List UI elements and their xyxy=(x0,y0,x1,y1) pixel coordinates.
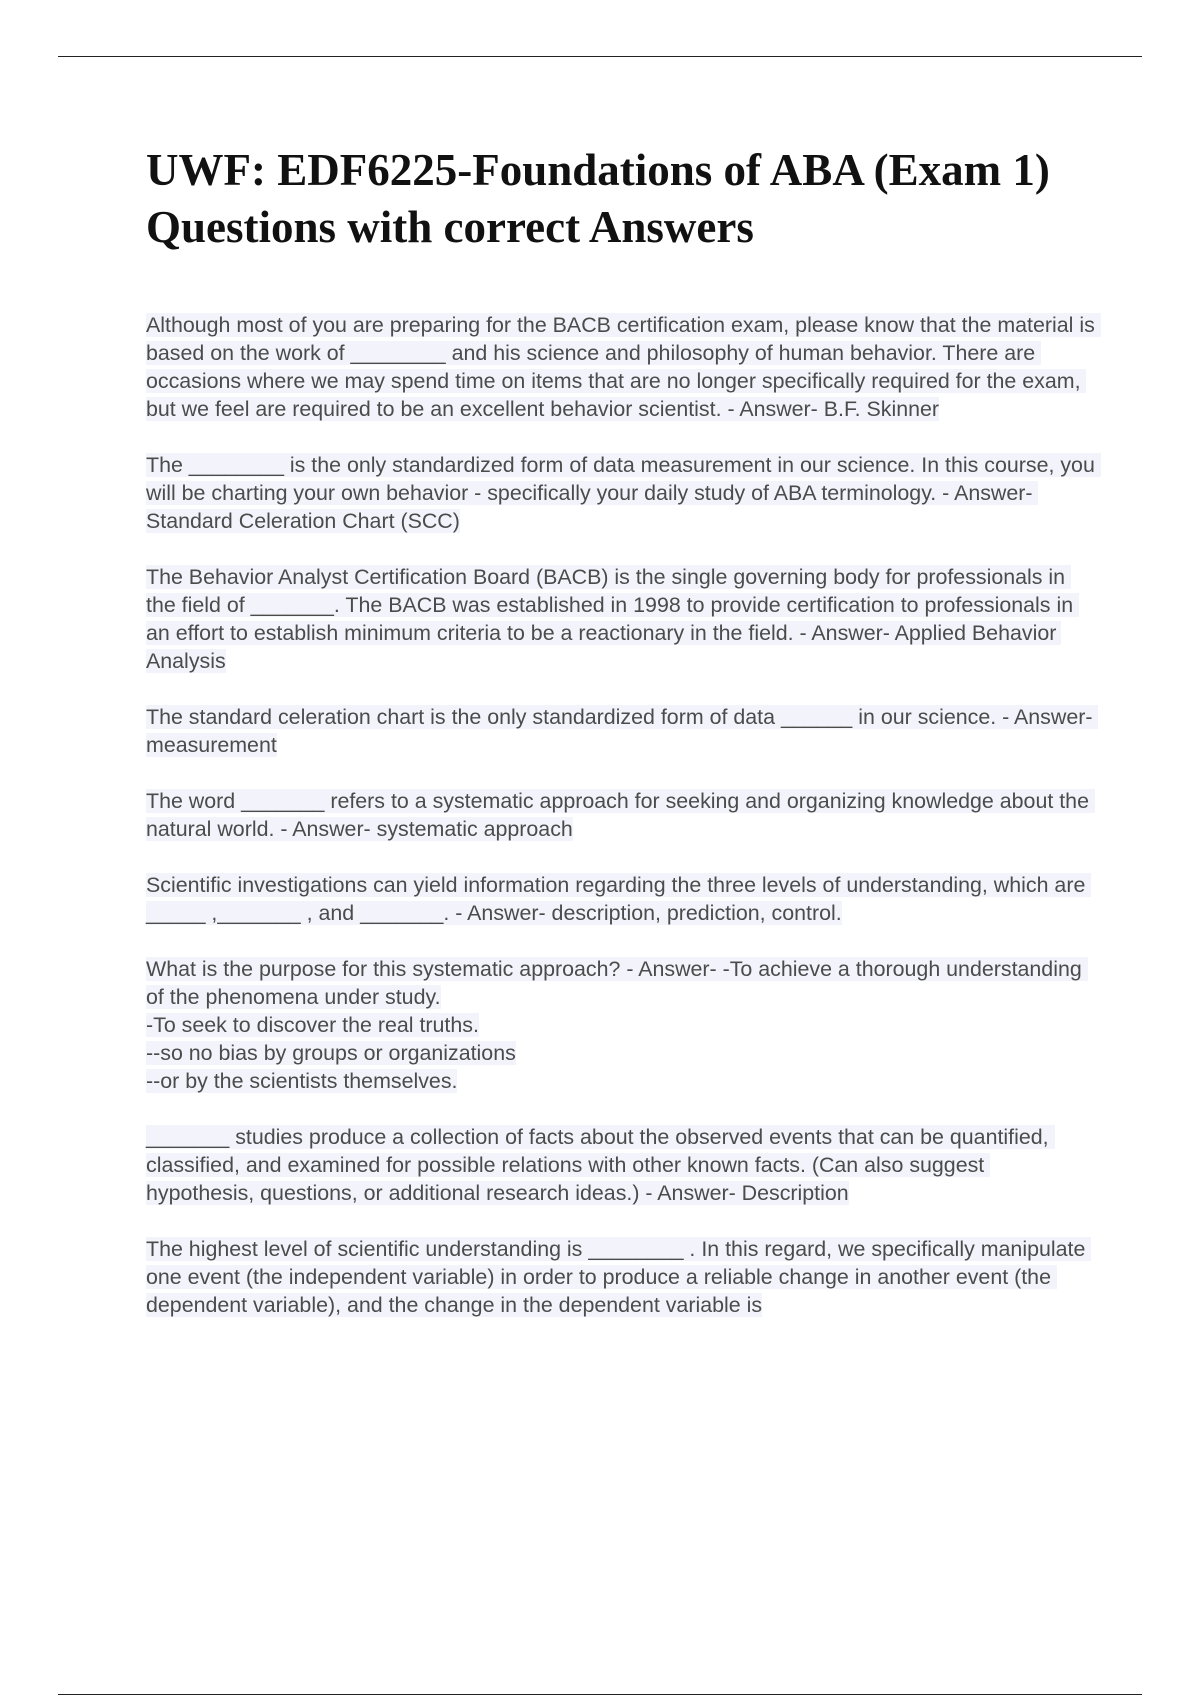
qa-item xyxy=(146,787,1096,843)
qa-list xyxy=(146,311,1101,1347)
qa-item xyxy=(146,311,1101,423)
qa-text: The standard celeration chart is the only standardized form of data ______ in our science. - Answer- measurement xyxy=(146,705,1099,757)
qa-item xyxy=(146,1123,1096,1207)
qa-item xyxy=(146,563,1096,675)
qa-text: The word _______ refers to a systematic approach for seeking and organizing knowledge about the natural world. - Answer- systematic approach xyxy=(146,789,1095,841)
qa-text: The highest level of scientific understanding is ________ . In this regard, we specifically manipulate one event (the independent variable) in order to produce a reliable change in another event (the dependent variable), and the change in the dependent variable is xyxy=(146,1237,1092,1317)
qa-text: The ________ is the only standardized form of data measurement in our science. In this course, you will be charting your own behavior - specifically your daily study of ABA terminology. - Answer- Standard Celeration Chart (SCC) xyxy=(146,453,1101,533)
qa-text: What is the purpose for this systematic approach? - Answer- -To achieve a thorough understanding of the phenomena under study. -To seek to discover the real truths. --so no bias by groups or organizations --or by the scientists themselves. xyxy=(146,957,1088,1093)
qa-item xyxy=(146,1235,1096,1319)
qa-text: The Behavior Analyst Certification Board (BACB) is the single governing body for professionals in the field of _______. The BACB was established in 1998 to provide certification to professionals in an effort to establish minimum criteria to be a reactionary in the field. - Answer- Applied Behavior Analysis xyxy=(146,565,1080,673)
qa-text: Scientific investigations can yield information regarding the three levels of understanding, which are _____ ,_______ , and _______. - Answer- description, prediction, control. xyxy=(146,873,1092,925)
qa-item xyxy=(146,703,1099,759)
document-title: UWF: EDF6225-Foundations of ABA (Exam 1) Questions with correct Answers xyxy=(146,145,1050,252)
qa-item xyxy=(146,955,1096,1095)
qa-text: Although most of you are preparing for the BACB certification exam, please know that the material is based on the work of ________ and his science and philosophy of human behavior. There are occasions where we may spend time on items that are no longer specifically required for the exam, but we feel are required to be an excellent behavior scientist. - Answer- B.F. Skinner xyxy=(146,313,1101,421)
footer-rule xyxy=(58,1694,1142,1695)
qa-text: _______ studies produce a collection of facts about the observed events that can be quantified, classified, and examined for possible relations with other known facts. (Can also suggest hypothesis, questions, or additional research ideas.) - Answer- Description xyxy=(146,1125,1055,1205)
qa-item xyxy=(146,451,1101,535)
qa-item xyxy=(146,871,1096,927)
header-rule xyxy=(58,56,1142,57)
